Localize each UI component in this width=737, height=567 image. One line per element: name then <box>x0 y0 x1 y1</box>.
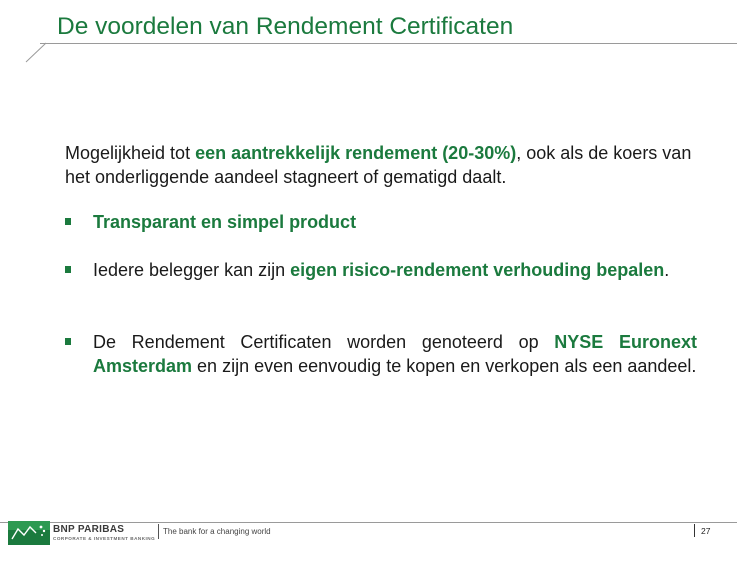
bullet-text <box>93 258 697 282</box>
intro-text-post: , ook als de koers van het onderliggende aandeel stagneert of gematigd daalt. <box>65 143 692 187</box>
bullet-1-highlight: Transparant en simpel product <box>93 212 357 232</box>
page-number: 27 <box>701 526 711 536</box>
bullet-2-post: . <box>664 260 670 280</box>
brand-tagline: The bank for a changing world <box>163 527 271 536</box>
bullet-item-1 <box>65 210 697 234</box>
bullet-marker <box>65 266 71 273</box>
bullet-2-highlight: eigen risico-rendement verhouding bepalen <box>290 260 665 280</box>
bullet-item-2 <box>65 258 697 306</box>
brand-name: BNP PARIBAS <box>53 524 125 535</box>
slide-title: De voordelen van Rendement Certificaten <box>57 13 514 40</box>
footer-divider <box>0 522 737 523</box>
page-number-separator <box>694 524 695 537</box>
intro-highlight: een aantrekkelijk rendement (20-30%) <box>195 143 517 163</box>
intro-text-pre: Mogelijkheid tot <box>65 143 196 163</box>
title-divider <box>40 43 737 44</box>
bullet-text <box>93 330 697 378</box>
bnp-paribas-logo-icon <box>8 521 50 545</box>
bullet-3-highlight: NYSE Euronext Amsterdam <box>93 332 698 376</box>
bullet-marker <box>65 338 71 345</box>
bullet-text <box>93 210 697 234</box>
bullet-marker <box>65 218 71 225</box>
bullet-2-pre: Iedere belegger kan zijn <box>93 260 291 280</box>
bullet-3-pre: De Rendement Certificaten worden genoteerd op <box>93 332 555 352</box>
bullet-3-post: en zijn even eenvoudig te kopen en verkopen als een aandeel. <box>192 356 697 376</box>
bullet-item-3 <box>65 330 697 402</box>
brand-subtitle: CORPORATE & INVESTMENT BANKING <box>53 536 156 541</box>
footer-separator <box>158 524 159 539</box>
intro-paragraph <box>65 141 705 189</box>
